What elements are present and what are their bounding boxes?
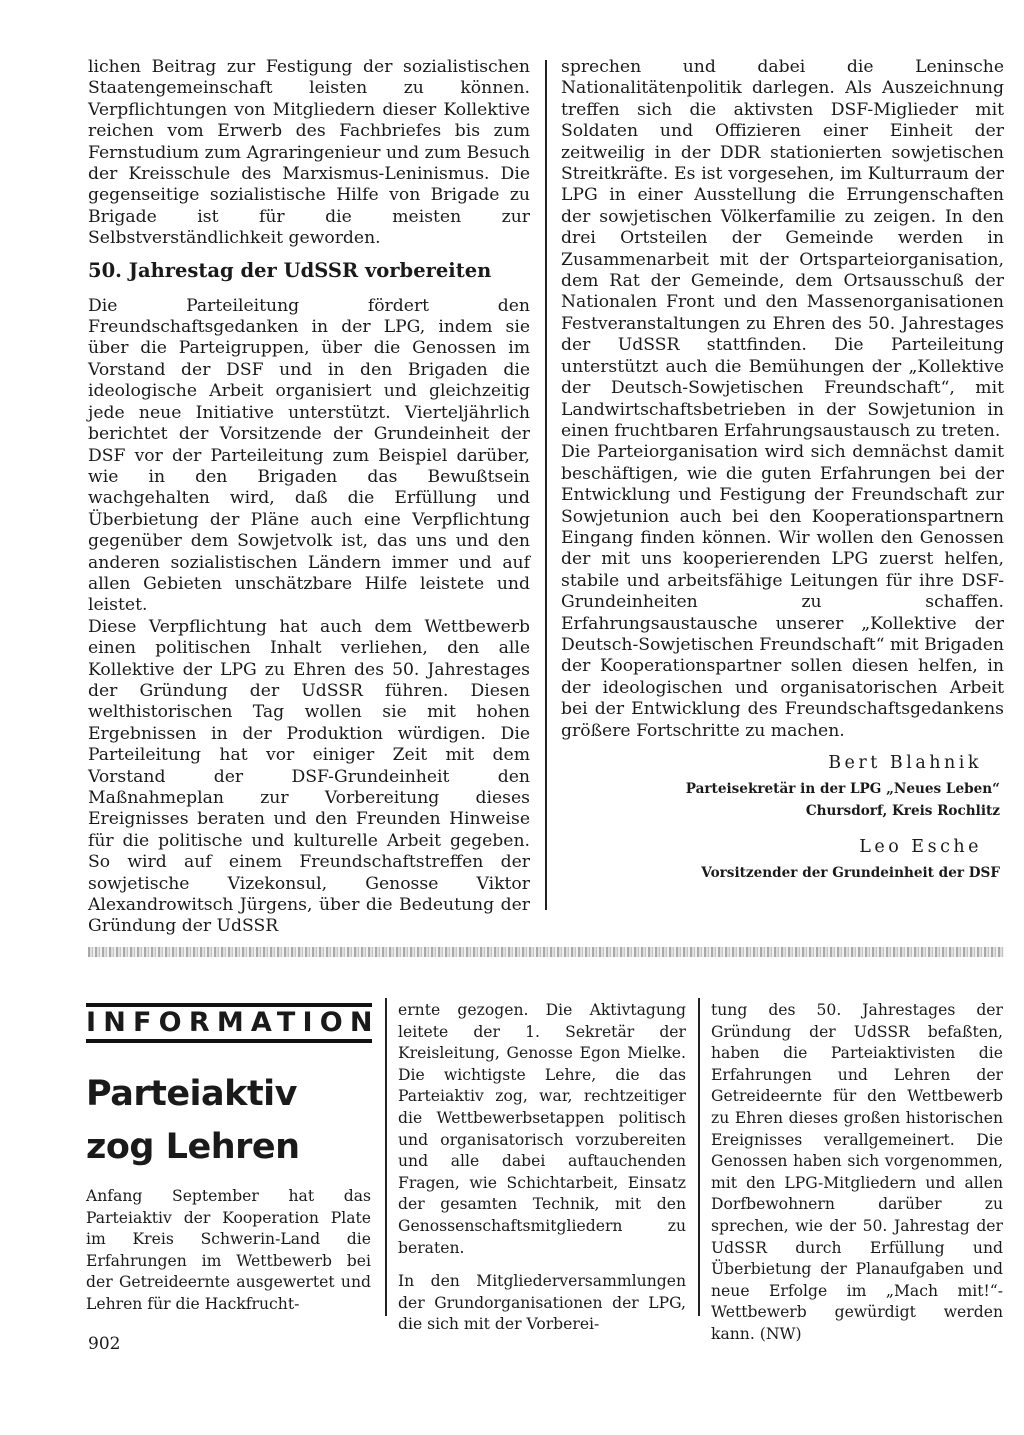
author-name: Bert Blahnik: [828, 753, 982, 773]
article-subheading: 50. Jahrestag der UdSSR vorbereiten: [88, 258, 492, 282]
section-divider: [88, 947, 1004, 957]
paragraph: Die Parteiorganisation wird sich demnächst damit beschäftigen, wie die guten Erfahrungen bei der Entwicklung und Festigung der Freundschaft zur Sowjetunion auch bei den Kooperationspartnern Eingang finden können. Wir wollen den Genossen der mit uns kooperierenden LPG zuerst helfen, stabile und arbeitsfähige Leitungen für ihre DSF-Grundeinheiten zu schaffen. Erfahrungsaustausche unserer „Kollektive der Deutsch-Sowjetischen Freundschaft“ mit Brigaden der Kooperationspartner sollen diesen helfen, in der ideologischen und organisatorischen Arbeit bei der Entwicklung des Freundschaftsgedankens größere Fortschritte zu machen.: [561, 442, 1004, 741]
column-rule: [698, 998, 700, 1316]
paragraph: ernte gezogen. Die Aktivtagung leitete der 1. Sekretär der Kreisleitung, Genosse Egon Mielke. Die wichtigste Lehre, die das Parteiaktiv zog, war, rechtzeitiger die Wettbewerbsetappen politisch und organisatorisch vorzubereiten und alle dabei auftauchenden Fragen, wie Schichtarbeit, Einsatz der gesamten Technik, mit den Genossenschaftsmitgliedern zu beraten.: [398, 1001, 686, 1257]
column-rule: [385, 998, 387, 1316]
author-name: Leo Esche: [859, 837, 982, 857]
paragraph: sprechen und dabei die Leninsche Nationalitätenpolitik darlegen. Als Auszeichnung treffen sich die aktivsten DSF-Miglieder mit Soldaten und Offizieren einer Einheit der zeitweilig in der DDR stationierten sowjetischen Streitkräfte. Es ist vorgesehen, im Kulturraum der LPG in einer Ausstellung die Errungenschaften der sowjetischen Völkerfamilie zu zeigen. In den drei Ortsteilen der Gemeinde werden in Zusammenarbeit mit der Ortsparteiorganisation, dem Rat der Gemeinde, dem Ortsausschuß der Nationalen Front und den Massenorganisationen Festveranstaltungen zu Ehren des 50. Jahrestages der UdSSR stattfinden. Die Parteileitung unterstützt auch die Bemühungen der „Kollektive der Deutsch-Sowjetischen Freundschaft“, mit Landwirtschaftsbetrieben in der Sowjetunion in einen fruchtbaren Erfahrungsaustausch zu treten.: [561, 57, 1004, 441]
information-title: [86, 1068, 376, 1174]
information-column-3: [711, 1000, 1003, 1358]
title-line: zog Lehren: [86, 1127, 300, 1167]
paragraph: tung des 50. Jahrestages der Gründung der UdSSR befaßten, haben die Parteiaktivisten die Erfahrungen und Lehren der Getreideernte für den Wettbewerb zu Ehren dieses großen historischen Ereignisses verallgemeinert. Die Genossen haben sich vorgenommen, mit den LPG-Mitgliedern und allen Dorfbewohnern darüber zu sprechen, wie der 50. Jahrestag der UdSSR durch Erfüllung und Überbietung der Planaufgaben und neue Erfolge im „Mach mit!“-Wettbewerb gewürdigt werden kann. (NW): [711, 1001, 1003, 1343]
author-role: Parteisekretär in der LPG „Neues Leben“: [685, 781, 1000, 797]
section-label: INFORMATION: [86, 1003, 372, 1043]
paragraph: In den Mitgliederversammlungen der Grundorganisationen der LPG, die sich mit der Vorberei-: [398, 1272, 686, 1334]
author-location: Chursdorf, Kreis Rochlitz: [805, 803, 1000, 819]
page-number: 902: [88, 1334, 121, 1354]
article-left-column: [88, 57, 530, 938]
author-role: Vorsitzender der Grundeinheit der DSF: [701, 865, 1000, 881]
paragraph-continued: lichen Beitrag zur Festigung der sozialistischen Staatengemeinschaft leisten zu können. Verpflichtungen von Mitgliedern dieser Kollektive reichen vom Erwerb des Fachbriefes bis zum Fernstudium zum Agraringenieur und zum Besuch der Kreisschule des Marxismus-Leninismus. Die gegenseitige sozialistische Hilfe von Brigade zu Brigade ist für die meisten zur Selbstverständlichkeit geworden.: [88, 57, 530, 249]
article-right-column: [561, 57, 1004, 884]
column-rule: [545, 60, 547, 910]
paragraph: Diese Verpflichtung hat auch dem Wettbewerb einen politischen Inhalt verliehen, den alle Kollektive der LPG zu Ehren des 50. Jahrestages der Gründung der UdSSR führen. Diesen welthistorischen Tag wollen sie mit hohen Ergebnissen in der Produktion würdigen. Die Parteileitung hat vor einiger Zeit mit dem Vorstand der DSF-Grundeinheit den Maßnahmeplan zur Vorbereitung dieses Ereignisses beraten und den Freunden Hinweise für die politische und kulturelle Arbeit gegeben. So wird auf einem Freundschaftstreffen der sowjetische Vizekonsul, Genosse Viktor Alexandrowitsch Jürgens, über die Bedeutung der Gründung der UdSSR: [88, 616, 530, 937]
information-intro: Anfang September hat das Parteiaktiv der Kooperation Plate im Kreis Schwerin-Land die Erfahrungen im Wettbewerb bei der Getreideernte ausgewertet und Lehren für die Hackfrucht-: [86, 1187, 371, 1313]
paragraph: Die Parteileitung fördert den Freundschaftsgedanken in der LPG, indem sie über die Parteigruppen, über die Genossen im Vorstand der DSF und in den Brigaden die ideologische Arbeit organisiert und gleichzeitig jede neue Initiative unterstützt. Vierteljährlich berichtet der Vorsitzende der Grundeinheit der DSF vor der Parteileitung zum Beispiel darüber, wie in den Brigaden das Bewußtsein wachgehalten wird, daß die Erfüllung und Überbietung der Pläne auch eine Verpflichtung gegenüber dem Sowjetvolk ist, das uns und den anderen sozialistischen Ländern immer und auf allen Gebieten unschätzbare Hilfe leistete und leistet.: [88, 295, 530, 616]
information-column-2: [398, 1000, 686, 1348]
title-line: Parteiaktiv: [86, 1074, 297, 1114]
